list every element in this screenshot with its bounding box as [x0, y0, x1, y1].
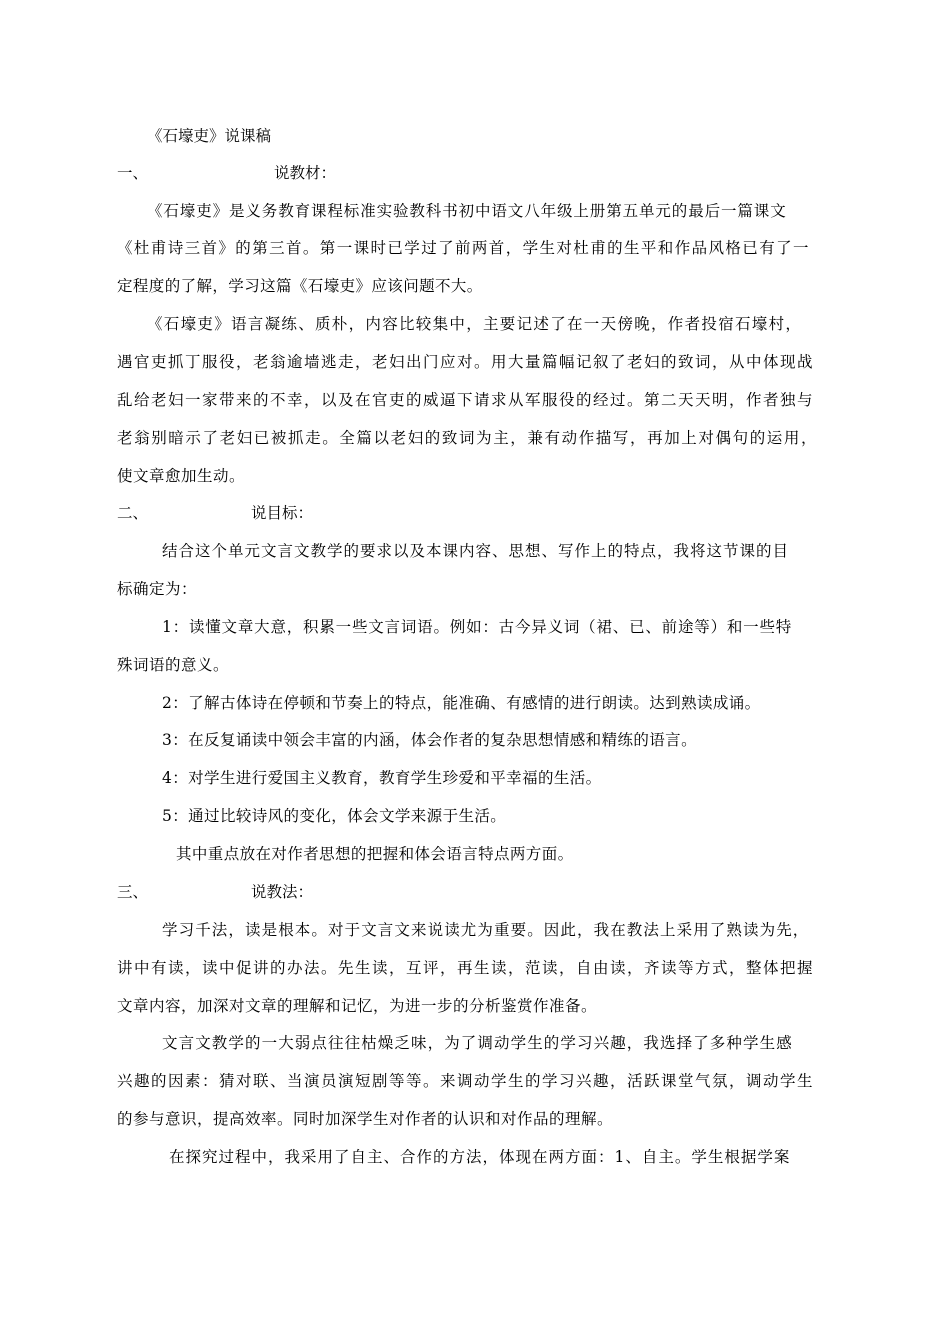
section-heading: 说教材：	[274, 164, 337, 182]
goal-item: 4：对学生进行爱国主义教育，教育学生珍爱和平幸福的生活。	[162, 769, 602, 787]
paragraph-line: 遇官吏抓丁服役，老翁逾墙逃走，老妇出门应对。用大量篇幅记叙了老妇的致词，从中体现战	[117, 353, 815, 371]
paragraph-line: 在探究过程中，我采用了自主、合作的方法，体现在两方面：1、自主。学生根据学案	[169, 1148, 791, 1166]
paragraph-line: 《石壕吏》语言凝练、质朴，内容比较集中，主要记述了在一天傍晚，作者投宿石壕村，	[147, 315, 803, 333]
paragraph-line: 《杜甫诗三首》的第三首。第一课时已学过了前两首，学生对杜甫的生平和作品风格已有了一	[117, 239, 810, 257]
paragraph-line: 兴趣的因素：猜对联、当演员演短剧等等。来调动学生的学习兴趣，活跃课堂气氛，调动学生	[117, 1072, 815, 1090]
goal-item: 5：通过比较诗风的变化，体会文学来源于生活。	[162, 807, 507, 825]
paragraph-line: 标确定为：	[117, 580, 198, 598]
goal-item: 殊词语的意义。	[117, 656, 230, 674]
paragraph-line: 的参与意识，提高效率。同时加深学生对作者的认识和对作品的理解。	[117, 1110, 614, 1128]
section-number: 三、	[117, 883, 149, 901]
section-heading: 说目标：	[251, 504, 314, 522]
document-title: 《石壕吏》说课稿	[147, 127, 272, 145]
section-number: 二、	[117, 504, 149, 522]
goal-item: 1：读懂文章大意，积累一些文言词语。例如：古今异义词（裙、已、前途等）和一些特	[162, 618, 793, 636]
paragraph-line: 讲中有读，读中促讲的办法。先生读，互评，再生读，范读，自由读，齐读等方式，整体把握	[117, 959, 815, 977]
section-heading: 说教法：	[251, 883, 314, 901]
paragraph-line: 结合这个单元文言文教学的要求以及本课内容、思想、写作上的特点，我将这节课的目	[162, 542, 790, 560]
goal-item: 3：在反复诵读中领会丰富的内涵，体会作者的复杂思想情感和精练的语言。	[162, 731, 697, 749]
section-number: 一、	[117, 164, 149, 182]
paragraph-line: 《石壕吏》是义务教育课程标准实验教科书初中语文八年级上册第五单元的最后一篇课文	[147, 202, 787, 220]
paragraph-line: 使文章愈加生动。	[117, 467, 246, 485]
paragraph-line: 定程度的了解，学习这篇《石壕吏》应该问题不大。	[117, 277, 483, 295]
goal-item: 2：了解古体诗在停顿和节奏上的特点，能准确、有感情的进行朗读。达到熟读成诵。	[162, 694, 761, 712]
paragraph-line: 老翁别暗示了老妇已被抓走。全篇以老妇的致词为主，兼有动作描写，再加上对偶句的运用，	[117, 429, 819, 447]
paragraph-line: 文言文教学的一大弱点往往枯燥乏味，为了调动学生的学习兴趣，我选择了多种学生感	[162, 1034, 793, 1052]
paragraph-line: 文章内容，加深对文章的理解和记忆，为进一步的分析鉴赏作准备。	[117, 997, 598, 1015]
paragraph-line: 乱给老妇一家带来的不幸，以及在官吏的威逼下请求从军服役的经过。第二天天明，作者独与	[117, 391, 815, 409]
paragraph-line: 其中重点放在对作者思想的把握和体会语言特点两方面。	[176, 845, 574, 863]
paragraph-line: 学习千法，读是根本。对于文言文来说读尤为重要。因此，我在教法上采用了熟读为先，	[162, 921, 810, 939]
